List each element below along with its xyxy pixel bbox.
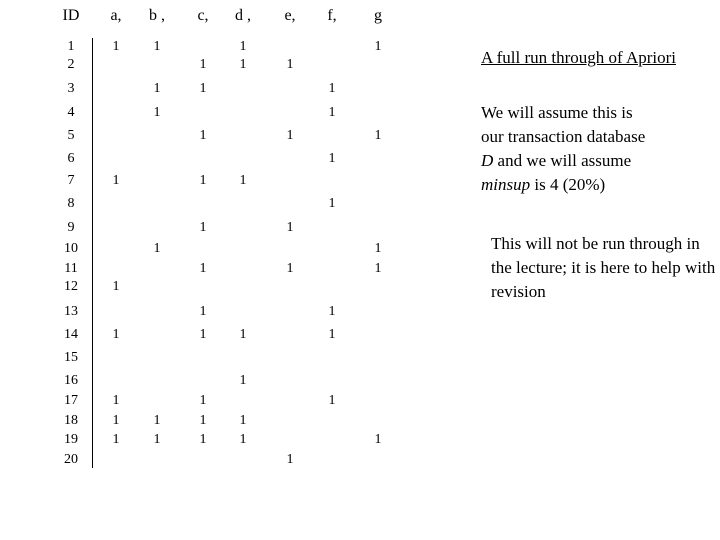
transaction-id: 16 (64, 373, 78, 388)
transaction-id: 13 (64, 304, 78, 319)
transaction-id: 12 (64, 279, 78, 294)
cell-e: 1 (286, 261, 294, 276)
cell-b: 1 (153, 432, 161, 447)
cell-a: 1 (112, 39, 120, 54)
cell-f: 1 (328, 304, 336, 319)
description-text (481, 101, 716, 197)
description-line-1: We will assume this is (481, 103, 633, 122)
transaction-id: 17 (64, 393, 78, 408)
cell-b: 1 (153, 105, 161, 120)
cell-a: 1 (112, 393, 120, 408)
cell-a: 1 (112, 173, 120, 188)
minsup-term: minsup (481, 175, 531, 194)
cell-g: 1 (374, 128, 382, 143)
transaction-id: 5 (67, 128, 75, 143)
transaction-id: 10 (64, 241, 78, 256)
cell-c: 1 (199, 128, 207, 143)
cell-a: 1 (112, 432, 120, 447)
transaction-id: 8 (67, 196, 75, 211)
cell-d: 1 (239, 57, 247, 72)
cell-b: 1 (153, 413, 161, 428)
cell-b: 1 (153, 81, 161, 96)
cell-c: 1 (199, 393, 207, 408)
cell-a: 1 (112, 327, 120, 342)
column-header-f: f, (327, 7, 337, 24)
column-header-a: a, (110, 7, 122, 24)
cell-f: 1 (328, 393, 336, 408)
transaction-id: 6 (67, 151, 75, 166)
transaction-id: 15 (64, 350, 78, 365)
cell-d: 1 (239, 413, 247, 428)
column-header-b: b , (149, 7, 165, 24)
cell-c: 1 (199, 81, 207, 96)
cell-a: 1 (112, 413, 120, 428)
transaction-id: 9 (67, 220, 75, 235)
transaction-id: 11 (64, 261, 78, 276)
transaction-id: 20 (64, 452, 78, 467)
cell-c: 1 (199, 220, 207, 235)
column-header-id: ID (62, 7, 80, 24)
cell-g: 1 (374, 39, 382, 54)
transaction-id: 1 (67, 39, 75, 54)
transaction-id: 2 (67, 57, 75, 72)
id-column-divider (92, 38, 93, 468)
revision-note: This will not be run through in the lecture; it is here to help with revision (491, 234, 716, 301)
database-symbol: D (481, 151, 494, 170)
cell-g: 1 (374, 261, 382, 276)
description-line-3: D and we will assume (481, 151, 632, 170)
cell-a: 1 (112, 279, 120, 294)
column-header-e: e, (284, 7, 296, 24)
cell-f: 1 (328, 81, 336, 96)
cell-d: 1 (239, 327, 247, 342)
cell-c: 1 (199, 304, 207, 319)
cell-f: 1 (328, 196, 336, 211)
transaction-id: 19 (64, 432, 78, 447)
transaction-id: 14 (64, 327, 78, 342)
cell-f: 1 (328, 105, 336, 120)
cell-d: 1 (239, 432, 247, 447)
column-header-g: g (374, 7, 382, 24)
cell-d: 1 (239, 39, 247, 54)
transaction-id: 4 (67, 105, 75, 120)
transaction-id: 7 (67, 173, 75, 188)
description-line-2: our transaction database (481, 127, 646, 146)
cell-b: 1 (153, 241, 161, 256)
column-header-d: d , (235, 7, 251, 24)
transaction-id: 3 (67, 81, 75, 96)
slide-title: A full run through of Apriori (481, 48, 677, 67)
cell-g: 1 (374, 241, 382, 256)
cell-c: 1 (199, 57, 207, 72)
cell-c: 1 (199, 261, 207, 276)
cell-d: 1 (239, 173, 247, 188)
column-header-c: c, (197, 7, 209, 24)
cell-e: 1 (286, 57, 294, 72)
cell-f: 1 (328, 327, 336, 342)
cell-c: 1 (199, 173, 207, 188)
cell-c: 1 (199, 327, 207, 342)
cell-e: 1 (286, 128, 294, 143)
cell-c: 1 (199, 432, 207, 447)
cell-b: 1 (153, 39, 161, 54)
cell-e: 1 (286, 220, 294, 235)
description-line-4: minsup is 4 (20%) (481, 175, 606, 194)
cell-g: 1 (374, 432, 382, 447)
cell-d: 1 (239, 373, 247, 388)
cell-e: 1 (286, 452, 294, 467)
cell-c: 1 (199, 413, 207, 428)
cell-f: 1 (328, 151, 336, 166)
transaction-id: 18 (64, 413, 78, 428)
